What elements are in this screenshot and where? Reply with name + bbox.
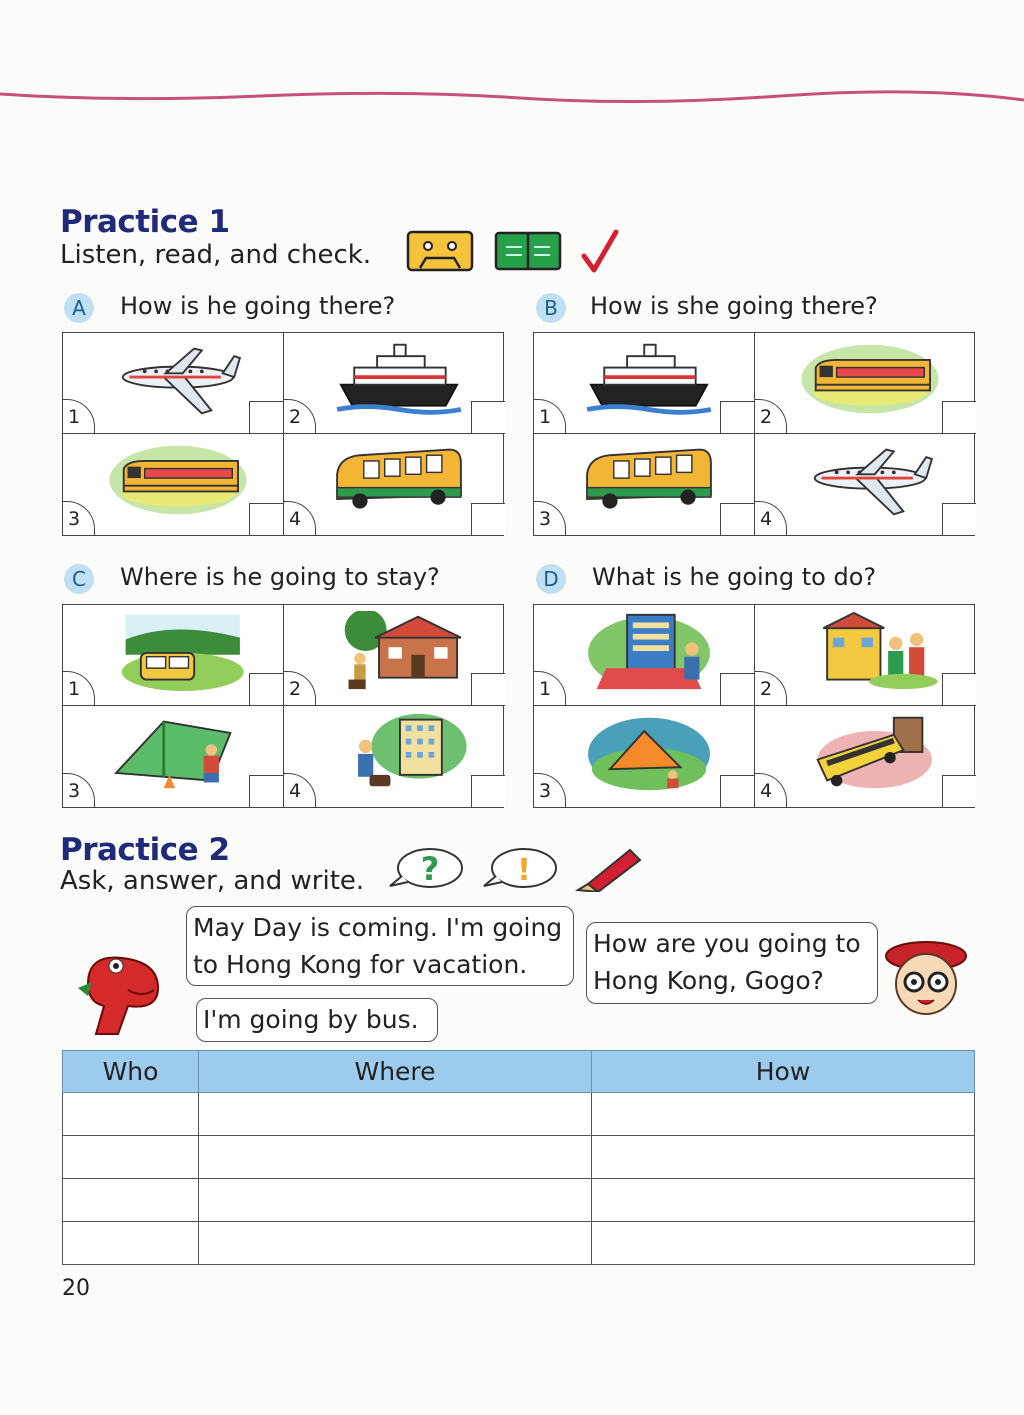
airplane-picture: [103, 339, 253, 419]
svg-text:?: ?: [420, 850, 440, 888]
section-d-option-4: [755, 706, 976, 807]
answer-checkbox[interactable]: [720, 775, 754, 807]
speech-line: I'm going by bus.: [203, 1005, 419, 1034]
svg-text:!: !: [517, 853, 531, 888]
gogo-boy-character: [880, 934, 972, 1026]
visit-house-picture: [795, 611, 945, 691]
question-bubble-icon: [388, 846, 466, 892]
speech-bubble-by-bus: [196, 998, 438, 1042]
answer-checkbox[interactable]: [471, 775, 505, 807]
exclamation-bubble-icon: [482, 846, 560, 892]
answer-checkbox[interactable]: [942, 673, 976, 705]
answer-checkbox[interactable]: [249, 673, 283, 705]
option-number: 1: [534, 399, 566, 433]
section-a-grid: [62, 332, 504, 536]
answer-checkbox[interactable]: [942, 401, 976, 433]
camper-van-picture: [103, 611, 253, 691]
practice-1-instructions: Listen, read, and check.: [60, 240, 372, 270]
section-d-grid: [533, 604, 975, 808]
option-number: 4: [284, 501, 316, 535]
column-header-where: Where: [199, 1051, 592, 1093]
table-cell-how[interactable]: [592, 1093, 975, 1136]
option-number: 2: [284, 399, 316, 433]
section-d-option-1: [534, 605, 755, 706]
speech-bubble-may-day: [186, 906, 574, 986]
answer-checkbox[interactable]: [249, 775, 283, 807]
table-cell-how[interactable]: [592, 1179, 975, 1222]
bus-picture: [574, 440, 724, 520]
option-number: 2: [284, 671, 316, 705]
option-number: 4: [755, 773, 787, 807]
option-number: 4: [284, 773, 316, 807]
table-cell-how[interactable]: [592, 1136, 975, 1179]
speech-bubble-question: [586, 922, 878, 1004]
option-number: 3: [63, 773, 95, 807]
practice-2-instructions: Ask, answer, and write.: [60, 866, 365, 896]
section-c-option-4: [284, 706, 505, 807]
train-picture: [795, 339, 945, 419]
section-c-option-2: [284, 605, 505, 706]
table-row: [63, 1136, 975, 1179]
answer-checkbox[interactable]: [942, 775, 976, 807]
table-cell-who[interactable]: [63, 1136, 199, 1179]
table-cell-who[interactable]: [63, 1179, 199, 1222]
answer-checkbox[interactable]: [720, 401, 754, 433]
section-b-question: How is she going there?: [590, 292, 878, 320]
answer-checkbox[interactable]: [471, 673, 505, 705]
section-b-option-1: [534, 333, 755, 434]
option-number: 1: [534, 671, 566, 705]
table-cell-where[interactable]: [199, 1136, 592, 1179]
answer-checkbox[interactable]: [720, 503, 754, 535]
practice-2-title: Practice 2: [60, 832, 230, 868]
speech-line: Hong Kong, Gogo?: [593, 966, 824, 995]
section-c-question: Where is he going to stay?: [120, 563, 440, 591]
speech-line: to Hong Kong for vacation.: [193, 950, 528, 979]
column-header-how: How: [592, 1051, 975, 1093]
section-b-option-2: [755, 333, 976, 434]
table-cell-how[interactable]: [592, 1222, 975, 1265]
tent-picture: [103, 712, 253, 792]
section-a-question: How is he going there?: [120, 292, 396, 320]
house-picture: [324, 611, 474, 691]
option-number: 1: [63, 671, 95, 705]
speech-line: May Day is coming. I'm going: [193, 913, 563, 942]
section-b-option-3: [534, 434, 755, 535]
table-cell-where[interactable]: [199, 1093, 592, 1136]
section-d-question: What is he going to do?: [592, 563, 877, 591]
table-cell-who[interactable]: [63, 1093, 199, 1136]
airplane-picture: [795, 440, 945, 520]
answer-checkbox[interactable]: [249, 401, 283, 433]
section-b-grid: [533, 332, 975, 536]
top-decorative-line: [0, 80, 1024, 114]
column-header-who: Who: [63, 1051, 199, 1093]
option-number: 4: [755, 501, 787, 535]
table-cell-where[interactable]: [199, 1222, 592, 1265]
table-row: [63, 1093, 975, 1136]
option-number: 2: [755, 399, 787, 433]
train-picture: [103, 440, 253, 520]
school-bus-picture: [795, 712, 945, 792]
section-a-option-1: [63, 333, 284, 434]
section-a-option-4: [284, 434, 505, 535]
ship-picture: [324, 339, 474, 419]
camping-picture: [574, 712, 724, 792]
option-number: 1: [63, 399, 95, 433]
who-where-how-table: [62, 1050, 975, 1265]
section-a-marker: A: [64, 293, 94, 323]
section-d-option-2: [755, 605, 976, 706]
hotel-entrance-picture: [574, 611, 724, 691]
section-c-grid: [62, 604, 504, 808]
red-dinosaur-character: [68, 944, 164, 1036]
option-number: 3: [63, 501, 95, 535]
cassette-icon: [406, 230, 474, 272]
bus-picture: [324, 440, 474, 520]
option-number: 2: [755, 671, 787, 705]
section-c-marker: C: [64, 564, 94, 594]
ship-picture: [574, 339, 724, 419]
page-number: 20: [62, 1276, 90, 1301]
pencil-icon: [574, 844, 644, 892]
practice-1-title: Practice 1: [60, 204, 230, 240]
table-row: [63, 1179, 975, 1222]
table-cell-where[interactable]: [199, 1179, 592, 1222]
answer-checkbox[interactable]: [471, 401, 505, 433]
section-a-option-2: [284, 333, 505, 434]
section-a-option-3: [63, 434, 284, 535]
answer-checkbox[interactable]: [249, 503, 283, 535]
table-cell-who[interactable]: [63, 1222, 199, 1265]
section-b-marker: B: [536, 293, 566, 323]
answer-checkbox[interactable]: [942, 503, 976, 535]
option-number: 3: [534, 773, 566, 807]
book-icon: [494, 230, 562, 272]
table-row: [63, 1222, 975, 1265]
checkmark-icon: [580, 228, 620, 274]
answer-checkbox[interactable]: [720, 673, 754, 705]
answer-checkbox[interactable]: [471, 503, 505, 535]
section-d-marker: D: [536, 564, 566, 594]
section-d-option-3: [534, 706, 755, 807]
speech-line: How are you going to: [593, 929, 861, 958]
hotel-picture: [324, 712, 474, 792]
option-number: 3: [534, 501, 566, 535]
section-b-option-4: [755, 434, 976, 535]
section-c-option-3: [63, 706, 284, 807]
section-c-option-1: [63, 605, 284, 706]
